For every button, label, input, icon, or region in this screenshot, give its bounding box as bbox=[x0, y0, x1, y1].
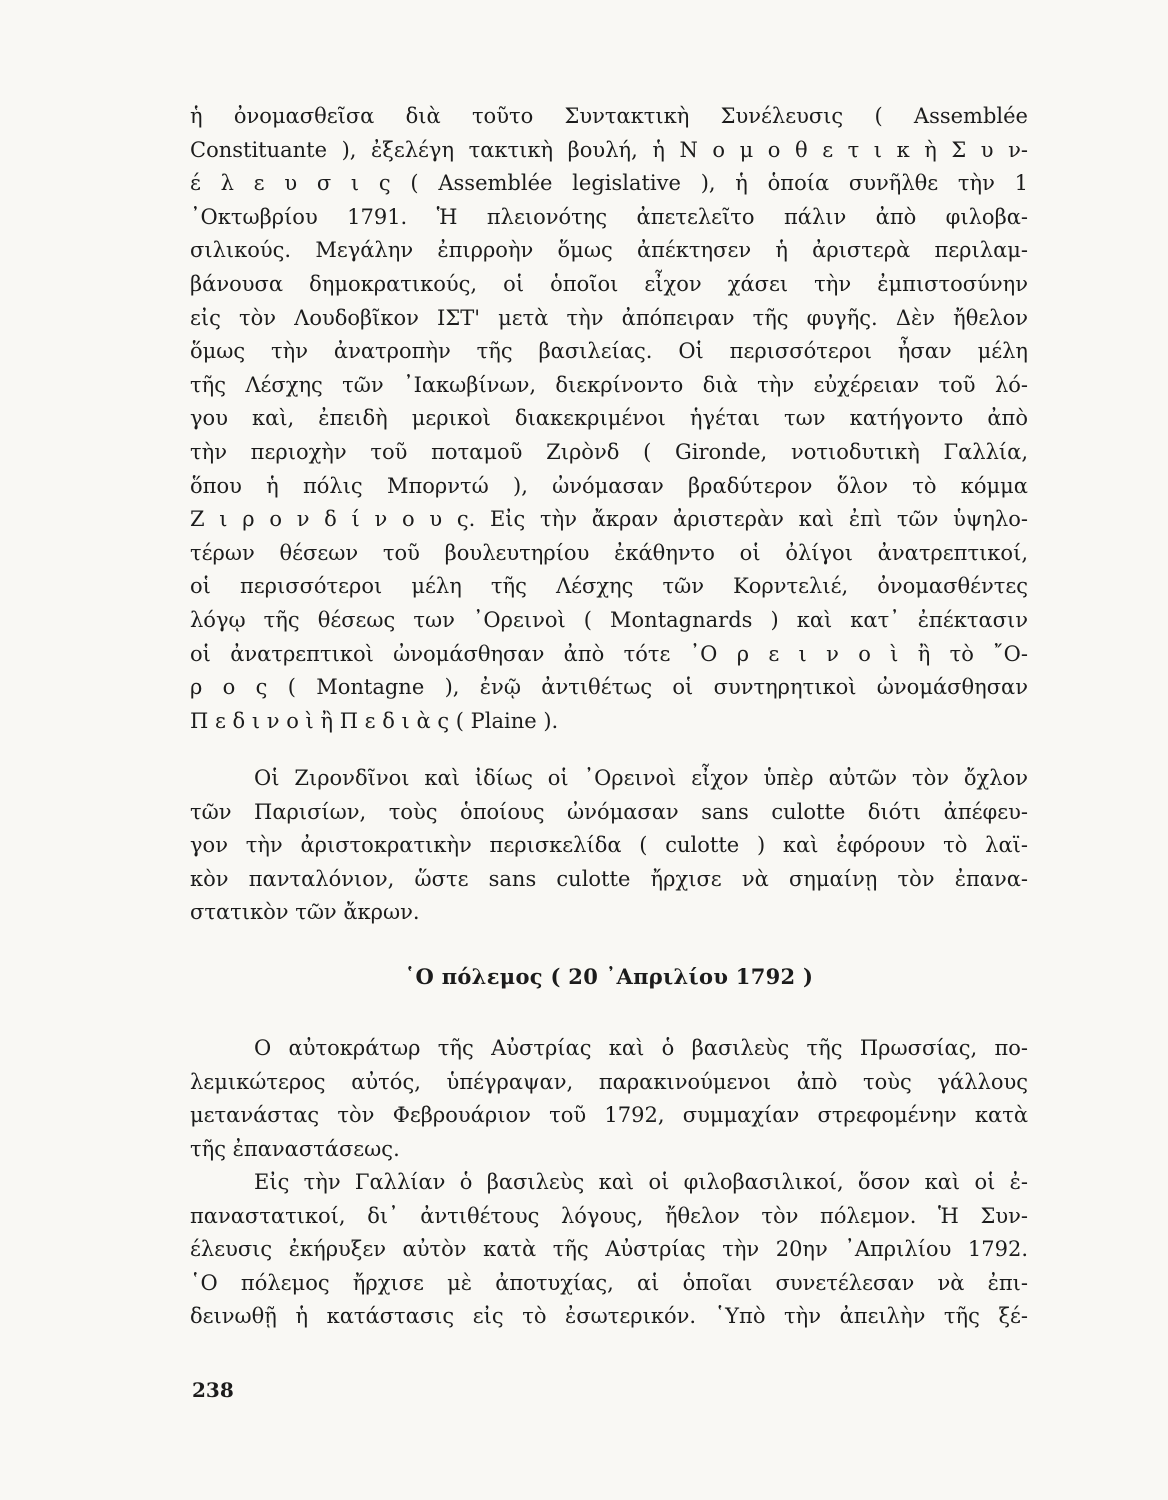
text-line: Π ε δ ι ν ο ὶ ἢ Π ε δ ι ὰ ς ( Plaine ). bbox=[190, 708, 559, 733]
text-line: έ λ ε υ σ ι ς ( Assemblée legislative ), ἡ ὁποία συνῆλθε τὴν 1 bbox=[190, 171, 1028, 196]
text-line: τέρων θέσεων τοῦ βουλευτηρίου ἐκάθηντο οἱ ὀλίγοι ἀνατρεπτικοί, bbox=[190, 540, 1028, 565]
text-line: γου καὶ, ἐπειδὴ μερικοὶ διακεκριμένοι ἡγέται των κατήγοντο ἀπὸ bbox=[190, 406, 1028, 431]
text-line: τῆς ἐπαναστάσεως. bbox=[190, 1136, 400, 1161]
paragraph-sans-culotte bbox=[190, 762, 1028, 930]
text-line: σιλικούς. Μεγάλην ἐπιρροὴν ὅμως ἀπέκτησεν ἡ ἀριστερὰ περιλαμ- bbox=[190, 238, 1028, 263]
text-line: Ζ ι ρ ο ν δ ί ν ο υ ς. Εἰς τὴν ἄκραν ἀριστερὰν καὶ ἐπὶ τῶν ὑψηλο- bbox=[190, 507, 1028, 532]
text-line: Constituante ), ἐξελέγη τακτικὴ βουλή, ἡ Ν ο μ ο θ ε τ ι κ ὴ Σ υ ν- bbox=[190, 137, 1028, 162]
text-line: ρ ο ς ( Montagne ), ἐνῷ ἀντιθέτως οἱ συντηρητικοὶ ὠνομάσθησαν bbox=[190, 675, 1028, 700]
text-line: ὅμως τὴν ἀνατροπὴν τῆς βασιλείας. Οἱ περισσότεροι ἦσαν μέλη bbox=[190, 339, 1028, 364]
text-line: μετανάστας τὸν Φεβρουάριον τοῦ 1792, συμμαχίαν στρεφομένην κατὰ bbox=[190, 1103, 1028, 1128]
text-line: παναστατικοί, δι᾿ ἀντιθέτους λόγους, ἤθελον τὸν πόλεμον. Ἡ Συν- bbox=[190, 1203, 1028, 1228]
text-line: Εἰς τὴν Γαλλίαν ὁ βασιλεὺς καὶ οἱ φιλοβασιλικοί, ὅσον καὶ οἱ ἐ- bbox=[254, 1170, 1028, 1194]
text-line: τῶν Παρισίων, τοὺς ὁποίους ὠνόμασαν sans culotte διότι ἀπέφευ- bbox=[190, 799, 1028, 824]
text-line: Ο αὐτοκράτωρ τῆς Αὐστρίας καὶ ὁ βασιλεὺς τῆς Πρωσσίας, πο- bbox=[254, 1036, 1028, 1060]
text-line: τῆς Λέσχης τῶν ᾿Ιακωβίνων, διεκρίνοντο διὰ τὴν εὐχέρειαν τοῦ λό- bbox=[190, 372, 1028, 397]
text-line: ῾Ο πόλεμος ἤρχισε μὲ ἀποτυχίας, αἱ ὁποῖαι συνετέλεσαν νὰ ἐπι- bbox=[190, 1270, 1028, 1295]
text-line: στατικὸν τῶν ἄκρων. bbox=[190, 900, 420, 925]
text-line: λόγῳ τῆς θέσεως των ᾿Ορεινοὶ ( Montagnards ) καὶ κατ᾿ ἐπέκτασιν bbox=[190, 607, 1028, 632]
text-line: οἱ ἀνατρεπτικοὶ ὠνομάσθησαν ἀπὸ τότε ᾿Ο ρ ε ι ν ο ὶ ἢ τὸ ῎Ο- bbox=[190, 641, 1028, 666]
paragraph-alliance bbox=[190, 1032, 1028, 1166]
text-line: εἰς τὸν Λουδοβῖκον ΙΣΤ' μετὰ τὴν ἀπόπειραν τῆς φυγῆς. Δὲν ἤθελον bbox=[190, 305, 1028, 330]
section-heading: ῾Ο πόλεμος ( 20 ᾿Απριλίου 1792 ) bbox=[404, 964, 814, 989]
text-line: ὅπου ἡ πόλις Μπορντώ ), ὠνόμασαν βραδύτερον ὅλον τὸ κόμμα bbox=[190, 473, 1028, 498]
text-line: λεμικώτερος αὐτός, ὑπέγραψαν, παρακινούμενοι ἀπὸ τοὺς γάλλους bbox=[190, 1069, 1028, 1094]
text-line: γον τὴν ἀριστοκρατικὴν περισκελίδα ( culotte ) καὶ ἐφόρουν τὸ λαϊ- bbox=[190, 833, 1028, 858]
text-line: Οἱ Ζιρονδῖνοι καὶ ἰδίως οἱ ᾿Ορεινοὶ εἶχον ὑπὲρ αὐτῶν τὸν ὄχλον bbox=[254, 766, 1028, 790]
text-line: ἡ ὀνομασθεῖσα διὰ τοῦτο Συντακτικὴ Συνέλευσις ( Assemblée bbox=[190, 104, 1028, 128]
text-line: βάνουσα δημοκρατικούς, οἱ ὁποῖοι εἶχον χάσει τὴν ἐμπιστοσύνην bbox=[190, 271, 1028, 296]
text-line: ᾿Οκτωβρίου 1791. Ἡ πλειονότης ἀπετελεῖτο πάλιν ἀπὸ φιλοβα- bbox=[190, 204, 1028, 229]
page-number: 238 bbox=[192, 1378, 234, 1402]
paragraph-war bbox=[190, 1166, 1028, 1334]
text-line: οἱ περισσότεροι μέλη τῆς Λέσχης τῶν Κορντελιέ, ὀνομασθέντες bbox=[190, 574, 1028, 599]
text-line: κὸν πανταλόνιον, ὥστε sans culotte ἤρχισε νὰ σημαίνῃ τὸν ἐπανα- bbox=[190, 866, 1028, 891]
text-line: έλευσις ἐκήρυξεν αὐτὸν κατὰ τῆς Αὐστρίας τὴν 20ην ᾿Απριλίου 1792. bbox=[190, 1237, 1028, 1262]
text-line: τὴν περιοχὴν τοῦ ποταμοῦ Ζιρὸνδ ( Gironde, νοτιοδυτικὴ Γαλλία, bbox=[190, 439, 1028, 464]
paragraph-assemblies bbox=[190, 100, 1028, 738]
text-line: δεινωθῇ ἡ κατάστασις εἰς τὸ ἐσωτερικόν. ῾Υπὸ τὴν ἀπειλὴν τῆς ξέ- bbox=[190, 1304, 1028, 1329]
